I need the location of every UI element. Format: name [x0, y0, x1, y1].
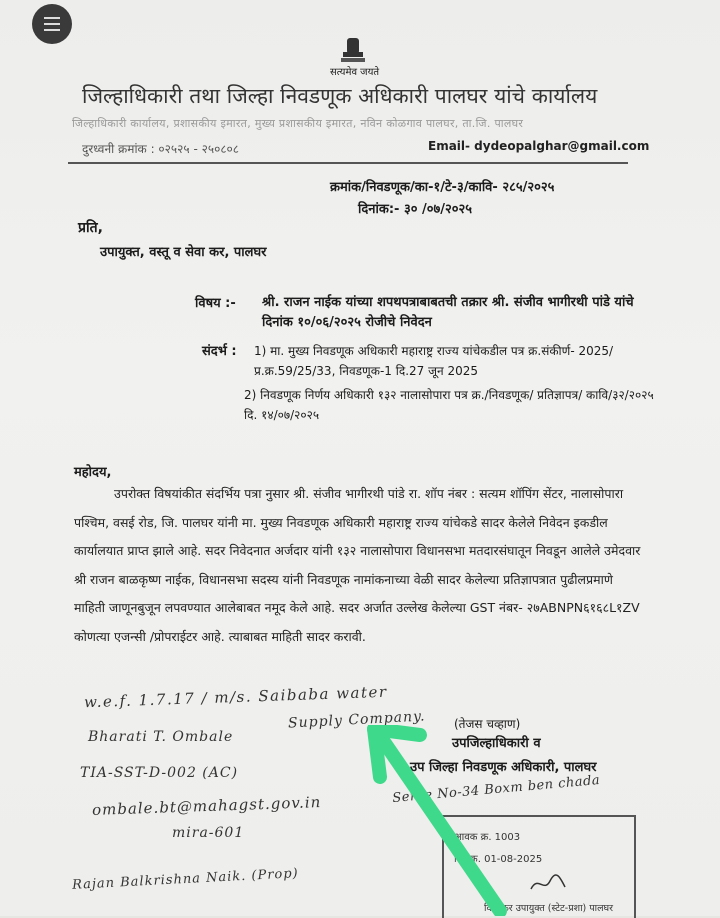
signatory-title-1: उपजिल्हाधिकारी व: [452, 736, 541, 751]
body-paragraph: [74, 480, 644, 651]
office-email: Email- dydeopalghar@gmail.com: [428, 139, 650, 153]
subject-label: विषय :-: [195, 296, 236, 311]
body-paragraph-text: उपरोक्त विषयांकीत संदर्भिय पत्रा नुसार श्री. संजीव भागीरथी पांडे रा. शॉप नंबर : सत्यम शॉपिंग सेंटर, नालासोपारा पश्चिम, वसई रोड, जि. पालघर यांनी मा. मुख्य निवडणूक अधिकारी महाराष्ट्र राज्य यांचेकडे सादर केलेले निवेदन इकडील कार्यालयात प्राप्त झाले आहे. सदर निवेदनात अर्जदार यांनी १३२ नालासोपारा विधानसभा मतदारसंघातून निवडून आलेले उमेदवार श्री राजन बाळकृष्ण नाईक, विधानसभा सदस्य यांनी निवडणूक नामांकनाच्या वेळी सादर केलेल्या प्रतिज्ञापत्रात पुढीलप्रमाणे माहिती जाणूनबुजून लपवण्यात आलेबाबत नमूद केले आहे. सदर अर्जात उल्लेख केलेल्या GST नंबर- २७ABNPN६१६८L१ZV कोणत्या एजन्सी /प्रोपराईटर आहे. त्याबाबत माहिती सादर करावी.: [74, 486, 641, 644]
recipient-name: उपायुक्त, वस्तू व सेवा कर, पालघर: [100, 245, 267, 260]
handwritten-line-4: ombale.bt@mahagst.gov.in: [91, 793, 322, 819]
reference-date: दिनांक:- ३० /०७/२०२५: [358, 202, 473, 217]
stamp-inward-number: आवक क्र. 1003: [454, 832, 521, 843]
handwritten-line-3: TIA-SST-D-002 (AC): [80, 765, 239, 781]
signatory-name: (तेजस चव्हाण): [454, 717, 521, 731]
office-address: जिल्हाधिकारी कार्यालय, प्रशासकीय इमारत, मुख्य प्रशासकीय इमारत, नविन कोळगाव पालघर, ता.जि. पालघर: [72, 117, 524, 130]
reference-number: क्रमांक/निवडणूक/का-१/टे-३/कावि- २८५/२०२५: [330, 180, 555, 195]
reference-item-1: 1) मा. मुख्य निवडणूक अधिकारी महाराष्ट्र राज्य यांचेकडील पत्र क्र.संकीर्ण- 2025/प्र.क्र.59/25/33, निवडणूक-1 दि.27 जून 2025: [254, 344, 614, 378]
letterhead-divider: [68, 162, 628, 164]
handwritten-line-1: w.e.f. 1.7.17 / m/s. Saibaba water: [83, 682, 388, 712]
references-label: संदर्भ :: [202, 344, 237, 359]
handwritten-line-1b: Supply Company.: [287, 708, 426, 732]
handwritten-line-4b: Serve No-34 Boxm ben chada: [391, 772, 601, 807]
office-title: जिल्हाधिकारी तथा जिल्हा निवडणूक अधिकारी पालघर यांचे कार्यालय: [82, 84, 598, 108]
handwritten-line-5: mira-601: [172, 825, 245, 841]
stamp-footer: विक्रीकर उपायुक्त (स्टेट-प्रशा) पालघर: [484, 903, 614, 914]
salutation: महोदय,: [74, 465, 112, 480]
handwritten-line-2: Bharati T. Ombale: [88, 729, 234, 745]
ashoka-emblem-icon: [330, 36, 376, 66]
recipient-prefix: प्रति,: [78, 220, 103, 236]
subject-text: श्री. राजन नाईक यांच्या शपथपत्राबाबतची तक्रार श्री. संजीव भागीरथी पांडे यांचे दिनांक १०/०६/२०२५ रोजीचे निवेदन: [262, 295, 634, 330]
stamp-signature-icon: [528, 871, 568, 897]
handwritten-line-6: Rajan Balkrishna Naik. (Prop): [71, 866, 300, 893]
menu-button[interactable]: [32, 4, 72, 44]
stamp-date: दिनांक. 01-08-2025: [454, 854, 543, 865]
reference-item-2: 2) निवडणूक निर्णय अधिकारी १३२ नालासोपारा पत्र क्र./निवडणूक/ प्रतिज्ञापत्र/ कावि/३२/२०२५ दि. १४/०७/२०२५: [244, 388, 654, 422]
signatory-title-2: उप जिल्हा निवडणूक अधिकारी, पालघर: [410, 760, 597, 775]
menu-icon: [41, 13, 63, 35]
green-arrow-icon: [360, 725, 520, 916]
office-phone: दुरध्वनी क्रमांक : ०२५२५ - २५०८०८: [82, 142, 240, 156]
motto: सत्यमेव जयते: [330, 67, 380, 78]
